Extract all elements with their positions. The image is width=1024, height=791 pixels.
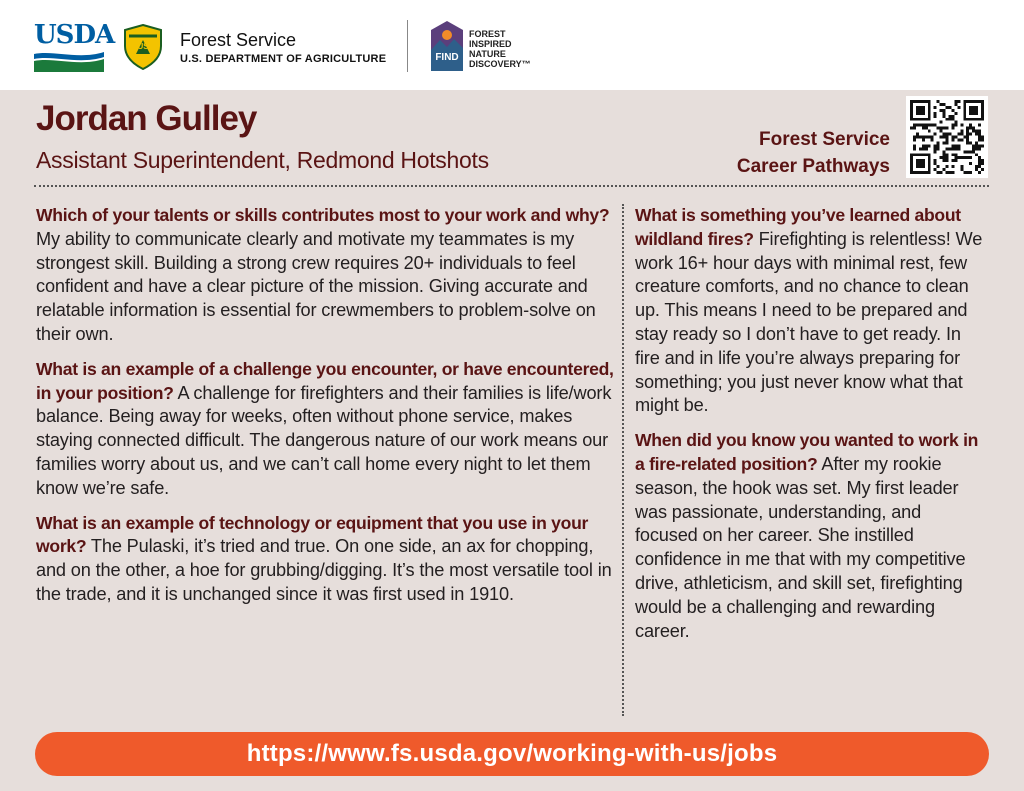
qr-code[interactable] (906, 96, 988, 178)
right-column (635, 204, 985, 654)
person-role: Assistant Superintendent, Redmond Hotshots (36, 147, 489, 173)
answer: After my rookie season, the hook was set. My first leader was passionate, understanding, and focused on her career. She instilled confidence in me that with my competitive drive, athleticism, and skill set, firefighting would be a challenging and rewarding career. (635, 453, 966, 641)
forest-service-shield-icon (123, 24, 163, 70)
vertical-dotted-divider (622, 204, 624, 716)
usda-wave-icon (34, 50, 104, 72)
question: Which of your talents or skills contributes most to your work and why? (36, 205, 610, 225)
find-logo-icon (430, 20, 464, 72)
answer: Firefighting is relentless! We work 16+ hour days with minimal rest, few creature comforts, and no chance to clean up. This means I need to be prepared and stay ready so I don’t have to get ready. In fire and in life you’re always preparing for something; you just never know what that might be. (635, 228, 983, 416)
jobs-url-link[interactable]: https://www.fs.usda.gov/working-with-us/jobs (246, 740, 778, 767)
jobs-url-bar[interactable] (35, 732, 989, 776)
page-header (0, 0, 1024, 90)
shield-text: US (137, 42, 149, 51)
question: What is an example of a challenge you encounter, or have encountered, in your position? (36, 358, 614, 403)
usda-logo-text: USDA (34, 20, 115, 50)
pathways-line-1: Forest Service (759, 129, 890, 150)
question: What is something you’ve learned about wildland fires? (635, 205, 961, 249)
usda-logo (34, 20, 115, 72)
left-column (36, 204, 614, 618)
qa-item (635, 204, 985, 418)
qa-item (36, 512, 614, 607)
qa-item (635, 429, 985, 643)
qr-code-icon (910, 100, 984, 174)
find-badge-text: FIND (435, 52, 459, 63)
agency-name: Forest Service (180, 30, 297, 50)
qa-item (36, 358, 614, 501)
answer: The Pulaski, it’s tried and true. On one side, an ax for chopping, and on the other, a hoe for grubbing/digging. It’s the most versatile tool in the trade, and it is unchanged since it was first used in 1910. (36, 536, 612, 604)
horizontal-dotted-divider (34, 185, 989, 187)
qa-item (36, 204, 614, 347)
person-name: Jordan Gulley (36, 99, 257, 138)
header-divider (407, 20, 408, 72)
find-program-name: FOREST INSPIRED NATURE DISCOVERY™ (469, 29, 531, 69)
department-name: U.S. DEPARTMENT OF AGRICULTURE (180, 53, 387, 65)
question: What is an example of technology or equipment that you use in your work? (36, 512, 589, 557)
answer: My ability to communicate clearly and motivate my teammates is my strongest skill. Building a strong crew requires 20+ individuals to feel confident and have a clear picture of the mission. Giving accurate and relatable information is essential for crewmembers to problem-solve on their own. (36, 228, 596, 344)
career-pathways-label (737, 126, 890, 180)
pathways-line-2: Career Pathways (736, 156, 890, 177)
answer: A challenge for firefighters and their families is life/work balance. Being away for weeks, often without phone service, makes staying connected difficult. The dangerous nature of our work means our families worry about us, and we can’t call home every night to let them know we’re safe. (36, 382, 612, 498)
question: When did you know you wanted to work in a fire-related position? (635, 430, 979, 474)
